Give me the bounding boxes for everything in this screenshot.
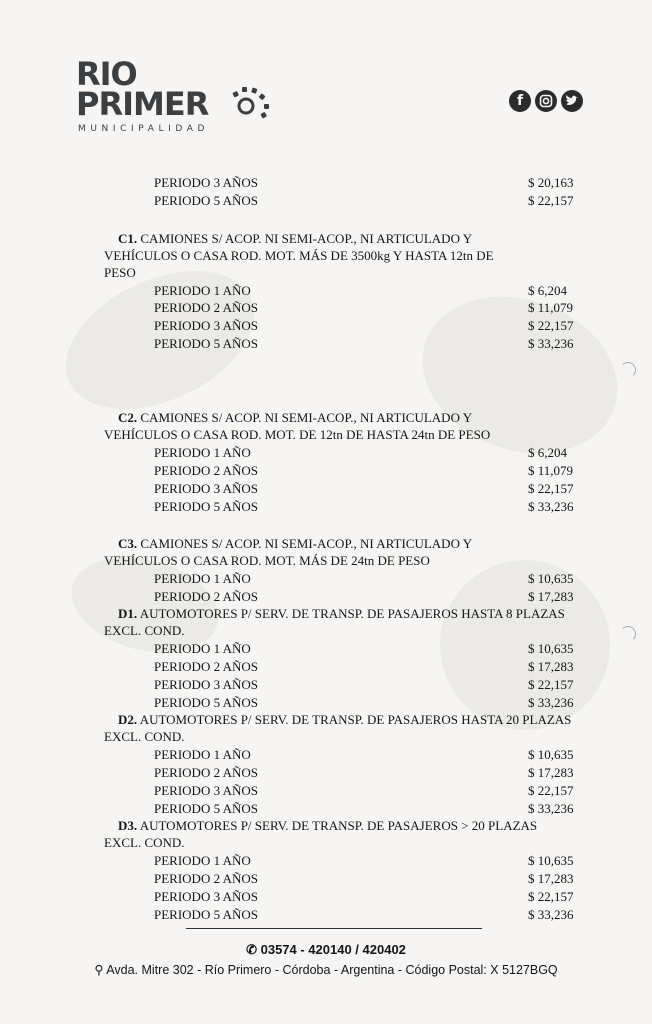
section-title-line: VEHÍCULOS O CASA ROD. MOT. MÁS DE 3500kg Y HASTA 12tn DE: [104, 248, 494, 263]
period-label: PERIODO 1 AÑO: [154, 445, 251, 460]
period-label: PERIODO 5 AÑOS: [154, 695, 259, 710]
location-pin-icon: ⚲: [94, 963, 104, 977]
facebook-icon[interactable]: f: [509, 90, 531, 112]
footer-address: [0, 962, 652, 977]
section-code: C2.: [118, 410, 138, 425]
period-label: PERIODO 2 AÑOS: [154, 589, 259, 604]
period-price: $ 22,157: [528, 318, 574, 333]
section-heading-c1: [104, 230, 604, 281]
period-label: PERIODO 5 AÑOS: [154, 801, 259, 816]
period-price: $ 6,204: [528, 445, 567, 460]
period-price: $ 22,157: [528, 481, 574, 496]
period-label: PERIODO 2 AÑOS: [154, 300, 259, 315]
period-price: $ 6,204: [528, 283, 567, 298]
footer-phone: [0, 942, 652, 958]
period-label: PERIODO 5 AÑOS: [154, 499, 259, 514]
period-label: PERIODO 5 AÑOS: [154, 907, 259, 922]
period-price: $ 10,635: [528, 747, 574, 762]
period-price: $ 22,157: [528, 783, 574, 798]
instagram-icon[interactable]: [535, 90, 557, 112]
phone-icon: ✆: [246, 942, 257, 957]
period-price: $ 22,157: [528, 677, 574, 692]
bleed-through-shape: [440, 560, 610, 730]
period-label: PERIODO 1 AÑO: [154, 641, 251, 656]
period-price: $ 17,283: [528, 589, 574, 604]
social-icons: [509, 90, 583, 114]
period-label: PERIODO 2 AÑOS: [154, 659, 259, 674]
period-price: $ 10,635: [528, 641, 574, 656]
twitter-icon[interactable]: [561, 90, 583, 112]
section-title-line: VEHÍCULOS O CASA ROD. MOT. DE 12tn DE HASTA 24tn DE PESO: [104, 427, 491, 442]
footer-divider: [186, 928, 482, 929]
period-label: PERIODO 3 AÑOS: [154, 889, 259, 904]
period-label: PERIODO 1 AÑO: [154, 853, 251, 868]
bleed-through-shape: [400, 270, 639, 479]
period-label: PERIODO 1 AÑO: [154, 571, 251, 586]
phone-number: 03574 - 420140 / 420402: [260, 942, 406, 957]
section-code: C3.: [118, 536, 138, 551]
period-price: $ 17,283: [528, 765, 574, 780]
period-label: PERIODO 3 AÑOS: [154, 318, 259, 333]
section-title-line: AUTOMOTORES P/ SERV. DE TRANSP. DE PASAJEROS HASTA 20 PLAZAS: [139, 712, 572, 727]
period-label: PERIODO 1 AÑO: [154, 747, 251, 762]
section-title-line: CAMIONES S/ ACOP. NI SEMI-ACOP., NI ARTICULADO Y: [140, 410, 473, 425]
period-price: $ 17,283: [528, 659, 574, 674]
period-price: $ 17,283: [528, 871, 574, 886]
section-heading-d1: [104, 605, 604, 639]
section-code: D3.: [118, 818, 138, 833]
section-title-line: EXCL. COND.: [104, 835, 185, 850]
section-title-line: CAMIONES S/ ACOP. NI SEMI-ACOP., NI ARTICULADO Y: [140, 231, 473, 246]
logo-subtitle: MUNICIPALIDAD: [78, 124, 210, 134]
period-label: PERIODO 2 AÑOS: [154, 765, 259, 780]
period-label: PERIODO 1 AÑO: [154, 283, 251, 298]
period-label: PERIODO 3 AÑOS: [154, 783, 259, 798]
section-title-line: EXCL. COND.: [104, 623, 185, 638]
section-title-line: EXCL. COND.: [104, 729, 185, 744]
section-title-line: AUTOMOTORES P/ SERV. DE TRANSP. DE PASAJEROS HASTA 8 PLAZAS: [139, 606, 565, 621]
period-price: $ 33,236: [528, 695, 574, 710]
period-price: $ 33,236: [528, 907, 574, 922]
section-heading-d3: [104, 817, 604, 851]
period-price: $ 33,236: [528, 499, 574, 514]
period-price: $ 11,079: [528, 300, 574, 315]
section-code: C1.: [118, 231, 138, 246]
period-label: PERIODO 5 AÑOS: [154, 336, 259, 351]
period-label: PERIODO 3 AÑOS: [154, 677, 259, 692]
section-title-line: CAMIONES S/ ACOP. NI SEMI-ACOP., NI ARTICULADO Y: [140, 536, 473, 551]
period-price: $ 22,157: [528, 889, 574, 904]
period-label: PERIODO 3 AÑOS: [154, 481, 259, 496]
period-price: $ 33,236: [528, 336, 574, 351]
section-title-line: VEHÍCULOS O CASA ROD. MOT. MÁS DE 24tn DE PESO: [104, 553, 430, 568]
section-title-line: PESO: [104, 265, 136, 280]
period-label: PERIODO 2 AÑOS: [154, 871, 259, 886]
period-price: $ 10,635: [528, 853, 574, 868]
period-price: $ 10,635: [528, 571, 574, 586]
section-heading-c2: [104, 409, 604, 443]
punch-hole-mark: [620, 362, 636, 378]
period-price: $ 20,163: [528, 175, 574, 190]
period-label: PERIODO 2 AÑOS: [154, 463, 259, 478]
period-price: $ 33,236: [528, 801, 574, 816]
period-label: PERIODO 5 AÑOS: [154, 193, 259, 208]
address-text: Avda. Mitre 302 - Río Primero - Córdoba - Argentina - Código Postal: X 5127BGQ: [106, 963, 558, 977]
section-code: D2.: [118, 712, 138, 727]
punch-hole-mark: [620, 626, 636, 642]
section-code: D1.: [118, 606, 138, 621]
period-label: PERIODO 3 AÑOS: [154, 175, 259, 190]
logo-text-rio: RIO: [76, 55, 137, 93]
period-price: $ 22,157: [528, 193, 574, 208]
section-heading-c3: [104, 535, 604, 569]
municipality-logo: [76, 55, 276, 138]
section-heading-d2: [104, 711, 604, 745]
logo-text-primero: PRIMER: [76, 85, 209, 123]
sun-emblem-icon: [224, 74, 274, 124]
period-price: $ 11,079: [528, 463, 574, 478]
section-title-line: AUTOMOTORES P/ SERV. DE TRANSP. DE PASAJEROS > 20 PLAZAS: [139, 818, 538, 833]
